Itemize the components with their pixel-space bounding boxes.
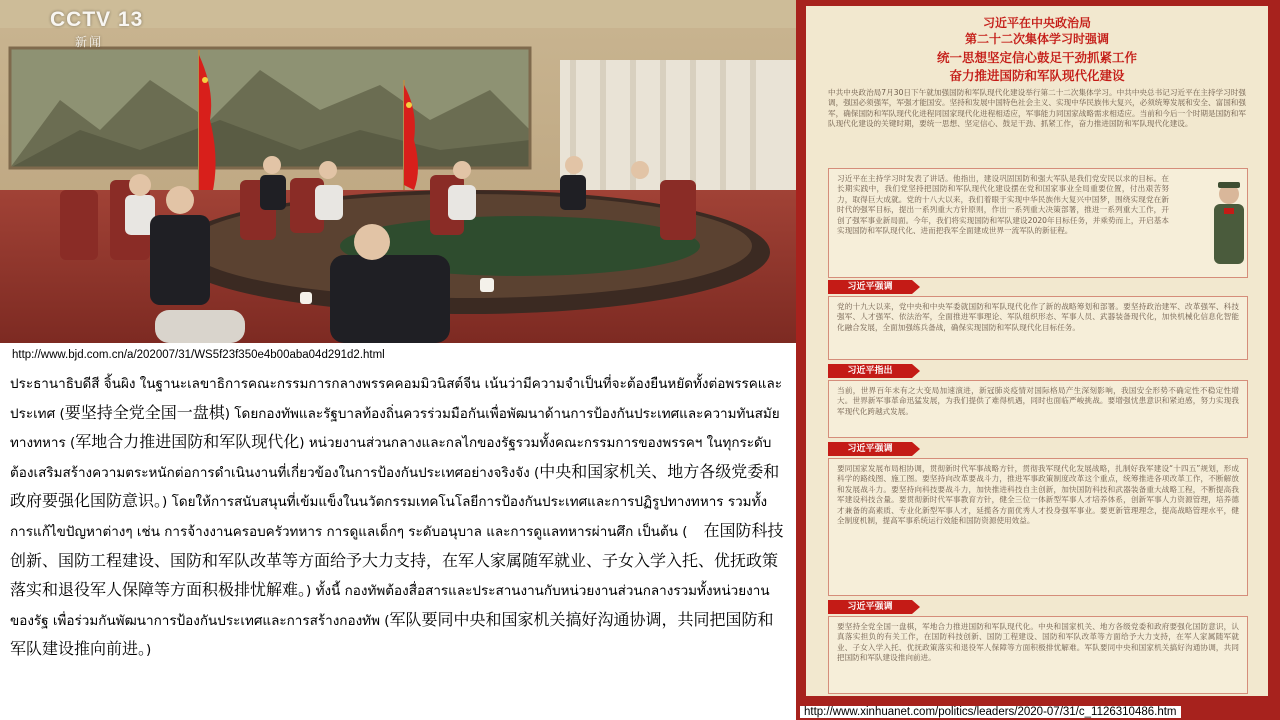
section-paragraph: 党的十九大以来，党中央和中央军委就国防和军队现代化作了新的战略筹划和部署。要坚持政治建军、改革强军、科技强军、人才强军、依法治军，全面推进军事理论、军队组织形态、军事人员、武器装备现代化，加快机械化信息化智能化融合发展，全面加强练兵备战，确保实现国防和军队现代化目标任务。 <box>837 302 1239 332</box>
text-segment: ) <box>146 642 152 659</box>
channel-subtitle: 新闻 <box>75 35 104 49</box>
section-box <box>828 380 1248 438</box>
channel-logo: CCTV 13 <box>50 8 144 31</box>
chinese-quote: 军地合力推进国防和军队现代化 <box>75 432 300 452</box>
body-text <box>10 370 786 665</box>
headline-line-2: 第二十二次集体学习时强调 <box>964 32 1109 46</box>
section-box <box>828 296 1248 360</box>
intro-paragraph: 中共中央政治局7月30日下午就加强国防和军队现代化建设举行第二十二次集体学习。中共中央总书记习近平在主持学习时强调，强国必须强军，军强才能国安。坚持和发展中国特色社会主义、实现中华民族伟大复兴，必须统筹发展和安全、富国和强军，确保国防和军队现代化进程同国家现代化进程相适应，军事能力同国家战略需求相适应。当前和今后一个时期是国防和军队现代化建设的关键时期，要统一思想、坚定信心、鼓足干劲、抓紧工作，奋力推进国防和军队现代化建设。 <box>828 88 1246 129</box>
section-label: 习近平指出 <box>828 364 912 378</box>
headline-line-3: 统一思想坚定信心鼓足干劲抓紧工作 <box>936 50 1137 65</box>
source-url[interactable]: http://www.bjd.com.cn/a/202007/31/WS5f23f350e4b00aba04d291d2.html <box>12 349 385 361</box>
text-segment: ) <box>224 405 231 422</box>
meeting-photo-illustration <box>0 0 796 343</box>
chinese-quote: 军队要同中央和国家机关搞好沟通协调，共同把国防和军队建设推向前进。 <box>10 609 774 659</box>
section-label: 习近平强调 <box>828 600 912 614</box>
text-segment: โดยกองทัพและรัฐบาลท้องถิ่นควรร่วมมือกันเพื่อพัฒนาด้านการป้องกันประเทศและความทันสมัยทางทหาร ( <box>10 405 780 452</box>
speech-box <box>828 168 1248 278</box>
text-segment: หน่วยงานส่วนกลางและกลไกของรัฐรวมทั้งคณะกรรมการของพรรคฯ ในทุกระดับต้องเสริมสร้างความตระหนักต่อการดำเนินงานที่เกี่ยวข้องในการป้องกันประเทศอย่างจริงจัง ( <box>10 435 772 481</box>
text-segment: ) <box>162 494 168 511</box>
chinese-quote: 要坚持全党全国一盘棋 <box>64 402 225 422</box>
soldier-icon <box>1194 174 1264 274</box>
newspaper-paper <box>806 6 1268 696</box>
section-box <box>828 458 1248 596</box>
newspaper-source-url[interactable]: http://www.xinhuanet.com/politics/leaders/2020-07/31/c_1126310486.htm <box>800 706 1181 718</box>
section-box <box>828 616 1248 694</box>
text-segment: ทั้งนี้ กองทัพต้องสื่อสารและประสานงานกับหน่วยงานส่วนกลางรวมทั้งหน่วยงานของรัฐ เพื่อร่วมกันพัฒนาการป้องกันประเทศและการสร้างกองทัพ ( <box>10 583 770 629</box>
text-segment: ประธานาธิบดีสี จิ้นผิง ในฐานะเลขาธิการคณะกรรมการกลางพรรคคอมมิวนิสต์จีน เน้นว่ามีความจำเป็นที่จะต้องยืนหยัดทั้งต่อพรรคและประเทศ ( <box>10 376 783 422</box>
section-paragraph: 要坚持全党全国一盘棋，军地合力推进国防和军队现代化。中央和国家机关、地方各级党委和政府要强化国防意识，认真落实担负的有关工作，在国防科技创新、国防工程建设、国防和军队改革等方面给予大力支持，在军人家属随军就业、子女入学入托、优抚政策落实和退役军人保障等方面积极排忧解难。军队要同中央和国家机关搞好沟通协调，共同把国防和军队建设推向前进。 <box>837 622 1239 663</box>
text-segment: โดยให้การสนับสนุนที่เข้มแข็งในนวัตกรรมเทคโนโลยีการป้องกันประเทศและการปฏิรูปทางทหาร รวมทั้งการแก้ไขปัญหาต่างๆ เช่น การจ้างงานครอบครัวทหาร การดูแลเด็กๆ ระดับอนุบาล และการดูแลทหารผ่านศึก เป็นต้น ( <box>10 494 768 540</box>
newspaper-page <box>796 0 1280 720</box>
speech-paragraph: 习近平在主持学习时发表了讲话。他指出，建设巩固国防和强大军队是我们党安民以求的目标。在长期实践中，我们党坚持把国防和军队现代化建设摆在党和国家事业全局重要位置，付出艰苦努力，取得巨大成就。党的十八大以来，我们着眼于实现中华民族伟大复兴中国梦，围绕实现党在新时代的强军目标，提出一系列重大方针原则，作出一系列重大决策部署，推进一系列重大工作，开创了强军事业新局面。今年，我们将实现国防和军队建设2020年目标任务，并乘势而上，开启基本实现国防和军队现代化、进而把我军全面建成世界一流军队的新征程。 <box>837 174 1169 236</box>
chinese-quote: 在国防科技创新、国防工程建设、国防和军队改革等方面给予大力支持，在军人家属随军就业、子女入学入托、优抚政策落实和退役军人保障等方面积极排忧解难。 <box>10 520 784 600</box>
headline-line-1: 习近平在中央政治局 <box>982 16 1091 30</box>
section-label: 习近平强调 <box>828 442 912 456</box>
section-label: 习近平强调 <box>828 280 912 294</box>
text-segment: ) <box>299 435 305 452</box>
chinese-quote: 中央和国家机关、地方各级党委和政府要强化国防意识。 <box>10 461 780 511</box>
section-paragraph: 要同国家发展布局相协调，贯彻新时代军事战略方针，贯彻我军现代化发展战略，扎制好我军建设“十四五”规划，形成科学的路线图、施工图。要坚持向改革要战斗力，推进军事政策制度改革这个重点，统筹推进各项改革工作，不断解放和发展战斗力。要坚持向科技要战斗力，加快推进科技自主创新，加快国防科技和武器装备重大战略工程，不断提高我军建设科技含量。要贯彻新时代军事教育方针，健全三位一体新型军事人才培养体系，创新军事人力资源管理，培养德才兼备的高素质、专业化新型军事人才，延揽各方面优秀人才投身强军事业。要更新管理理念，提高战略管理水平，健全制度机制，提高军事系统运行效能和国防资源使用效益。 <box>837 464 1239 526</box>
text-segment: ) <box>306 583 312 600</box>
headline-line-4: 奋力推进国防和军队现代化建设 <box>949 68 1125 83</box>
section-paragraph: 当前，世界百年未有之大变局加速演进，新冠肺炎疫情对国际格局产生深刻影响，我国安全形势不确定性不稳定性增大。世界新军事革命迅猛发展，为我们提供了难得机遇，同时也面临严峻挑战。要增强忧患意识和紧迫感，努力实现我军现代化跨越式发展。 <box>837 386 1239 416</box>
meeting-photo <box>0 0 796 343</box>
